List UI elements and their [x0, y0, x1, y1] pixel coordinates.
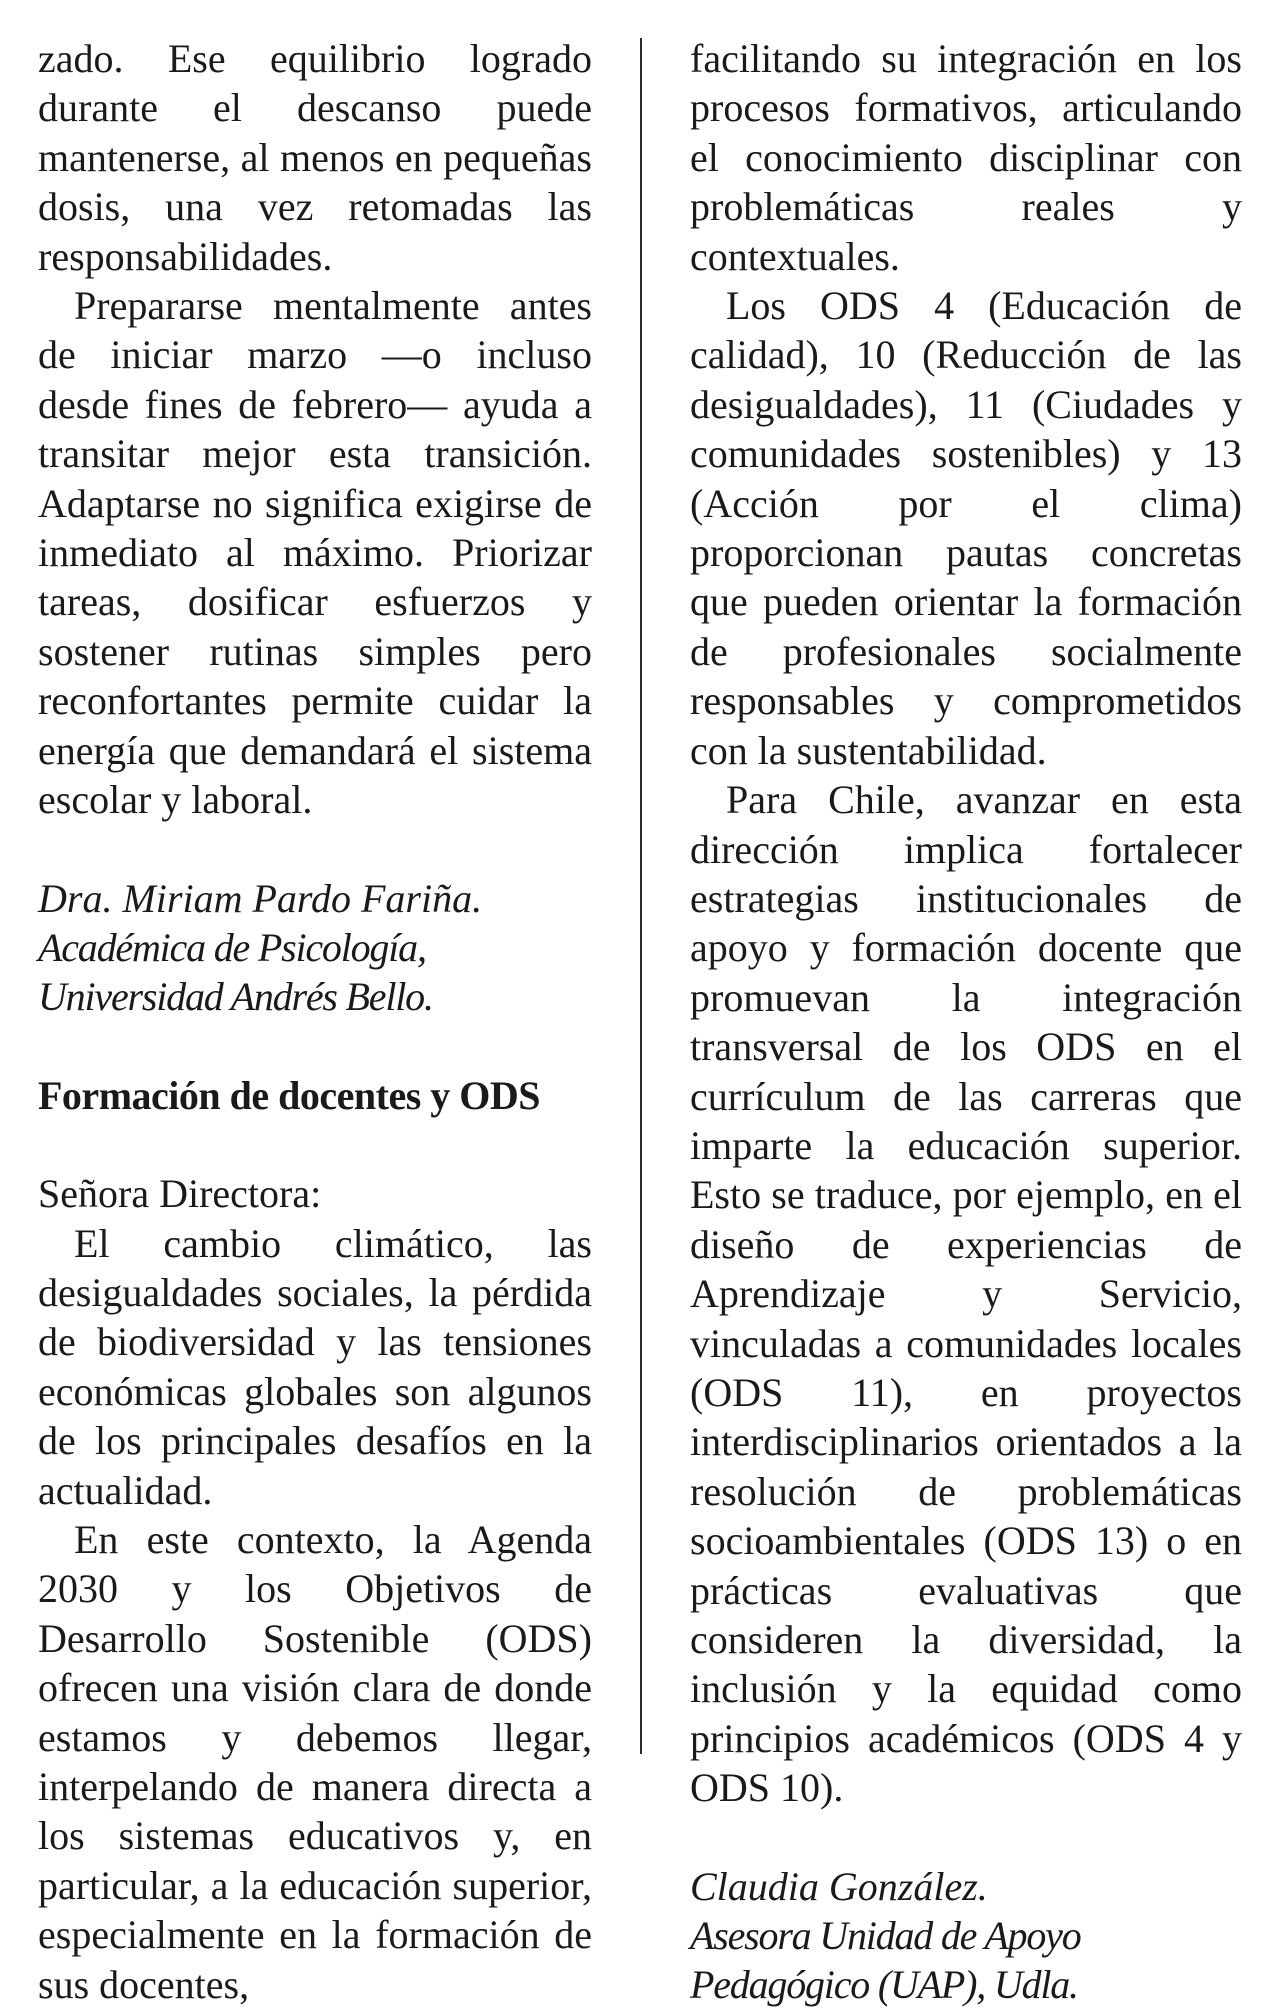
body-paragraph: Para Chile, avanzar en esta dirección implica fortalecer estrategias institucionales de apoyo y formación docente que promuevan la integración transversal de los ODS en el currículum de las carreras que imparte la educación superior. Esto se traduce, por ejemplo, en el diseño de experiencias de Aprendizaje y Servicio, vinculadas a comunidades locales (ODS 11), en proyectos interdisciplinarios orientados a la resolución de problemáticas socioambientales (ODS 13) o en prácticas evaluativas que consideren la diversidad, la inclusión y la equidad como principios académicos (ODS 4 y ODS 10). [690, 777, 1242, 1811]
signature-role: Académica de Psicología, Universidad Andrés Bello. [38, 924, 433, 1020]
signature-block-2 [690, 1862, 1242, 2010]
body-paragraph: Los ODS 4 (Educación de calidad), 10 (Reducción de las desigualdades), 11 (Ciudades y comunidades sostenibles) y 13 (Acción por el clima) proporcionan pautas concretas que pueden orientar la formación de profesionales socialmente responsables y comprometidos con la sustentabilidad. [690, 283, 1242, 773]
column-divider [640, 38, 642, 1754]
continued-paragraph: zado. Ese equilibrio logrado durante el descanso puede mantenerse, al menos en pequeñas dosis, una vez retomadas las responsabilidades. [38, 36, 592, 279]
body-paragraph: Prepararse mentalmente antes de iniciar marzo —o incluso desde fines de febrero— ayuda a transitar mejor esta transición. Adaptarse no significa exigirse de inmediato al máximo. Priorizar tareas, dosificar esfuerzos y sostener rutinas simples pero reconfortantes permite cuidar la energía que demandará el sistema escolar y laboral. [38, 283, 592, 823]
body-paragraph: El cambio climático, las desigualdades sociales, la pérdida de biodiversidad y las tensiones económicas globales son algunos de los principales desafíos en la actualidad. [38, 1220, 592, 1513]
signature-name: Claudia González. [690, 1863, 988, 1909]
letter-heading: Formación de docentes y ODS [38, 1072, 541, 1118]
signature-block-1 [38, 874, 592, 1022]
continued-paragraph: facilitando su integración en los procesos formativos, articulando el conocimiento disciplinar con problemáticas reales y contextuales. [690, 36, 1242, 279]
left-column [38, 34, 592, 2009]
letter-greeting: Señora Directora: [38, 1171, 322, 1217]
signature-name: Dra. Miriam Pardo Fariña. [38, 875, 483, 921]
body-paragraph: En este contexto, la Agenda 2030 y los Objetivos de Desarrollo Sostenible (ODS) ofrecen una visión clara de donde estamos y debemos llegar, interpelando de manera directa a los sistemas educativos y, en particular, a la educación superior, especialmente en la formación de sus docentes, [38, 1516, 592, 2007]
signature-role: Asesora Unidad de Apoyo Pedagógico (UAP), Udla. [690, 1913, 1081, 2008]
right-column [690, 34, 1242, 2010]
